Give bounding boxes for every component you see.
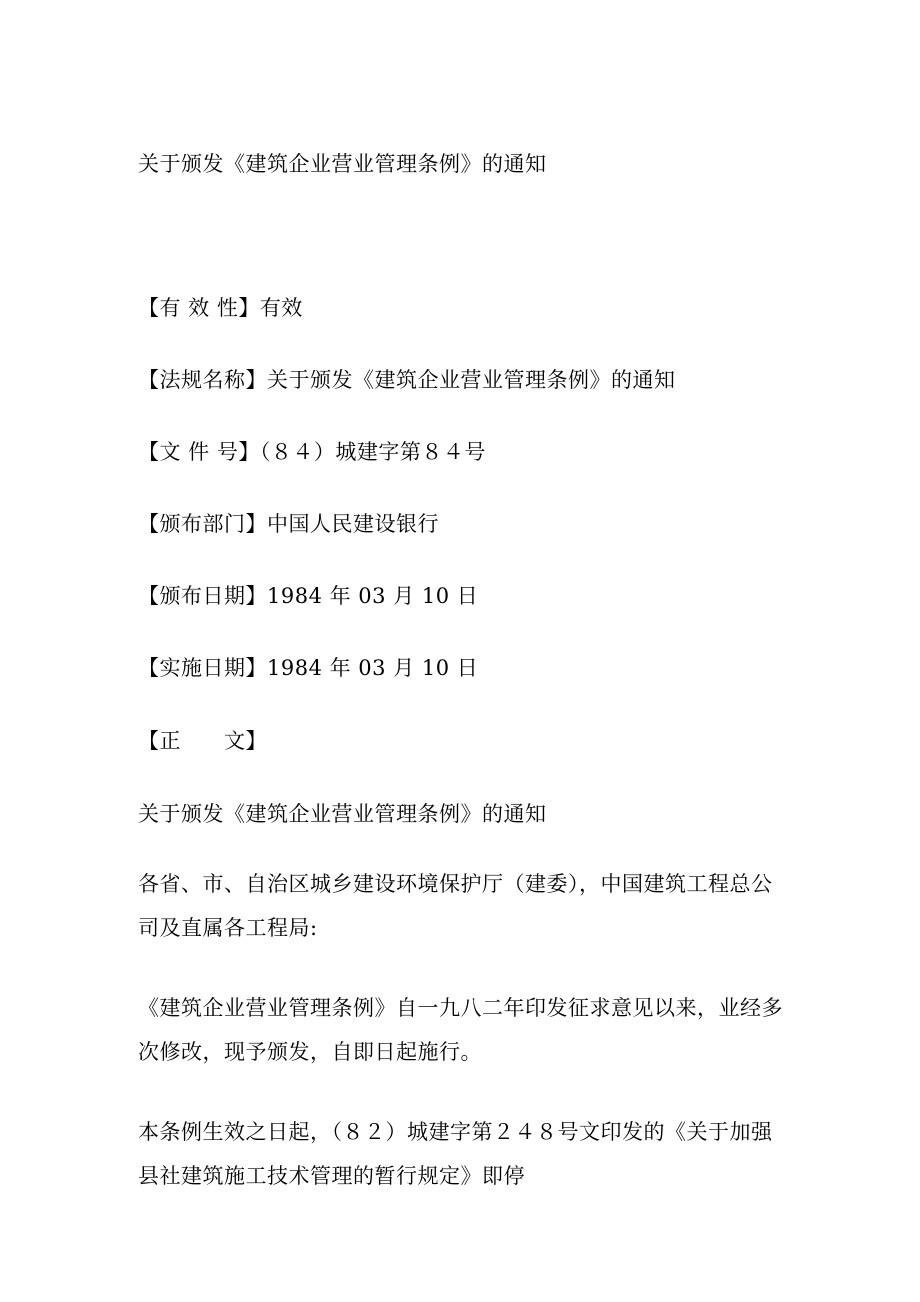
- body-paragraph: 各省、市、自治区城乡建设环境保护厅（建委），中国建筑工程总公司及直属各工程局:: [138, 872, 773, 940]
- field-value: 1984 年 03 月 10 日: [267, 656, 479, 680]
- field-value: 关于颁发《建筑企业营业管理条例》的通知: [267, 368, 676, 392]
- field-value: 有效: [259, 296, 303, 320]
- field-issuing-department: [138, 510, 798, 538]
- field-value: 1984 年 03 月 10 日: [267, 584, 479, 608]
- body-title: 关于颁发《建筑企业营业管理条例》的通知: [138, 802, 547, 826]
- field-value: 中国人民建设银行: [267, 512, 439, 536]
- field-regulation-name: [138, 366, 798, 394]
- body-paragraph: 本条例生效之日起，（８２）城建字第２４８号文印发的《关于加强县社建筑施工技术管理的暂行规定》即停: [138, 1120, 773, 1188]
- field-label: 【法规名称】: [138, 368, 267, 392]
- document-heading: 关于颁发《建筑企业营业管理条例》的通知: [138, 152, 547, 176]
- field-effective-date: [138, 654, 798, 682]
- field-label: 【颁布部门】: [138, 512, 267, 536]
- field-label: 【实施日期】: [138, 656, 267, 680]
- field-document-number: [138, 438, 798, 466]
- body-label: 【正 文】: [138, 729, 267, 753]
- field-value: （８４）城建字第８４号: [259, 440, 486, 464]
- field-validity: [138, 294, 798, 322]
- field-label: 【文 件 号】: [138, 440, 260, 464]
- body-paragraph: 《建筑企业营业管理条例》自一九八二年印发征求意见以来，业经多次修改，现予颁发，自即日起施行。: [138, 996, 783, 1064]
- field-issue-date: [138, 582, 798, 610]
- field-label: 【颁布日期】: [138, 584, 267, 608]
- field-label: 【有 效 性】: [138, 296, 260, 320]
